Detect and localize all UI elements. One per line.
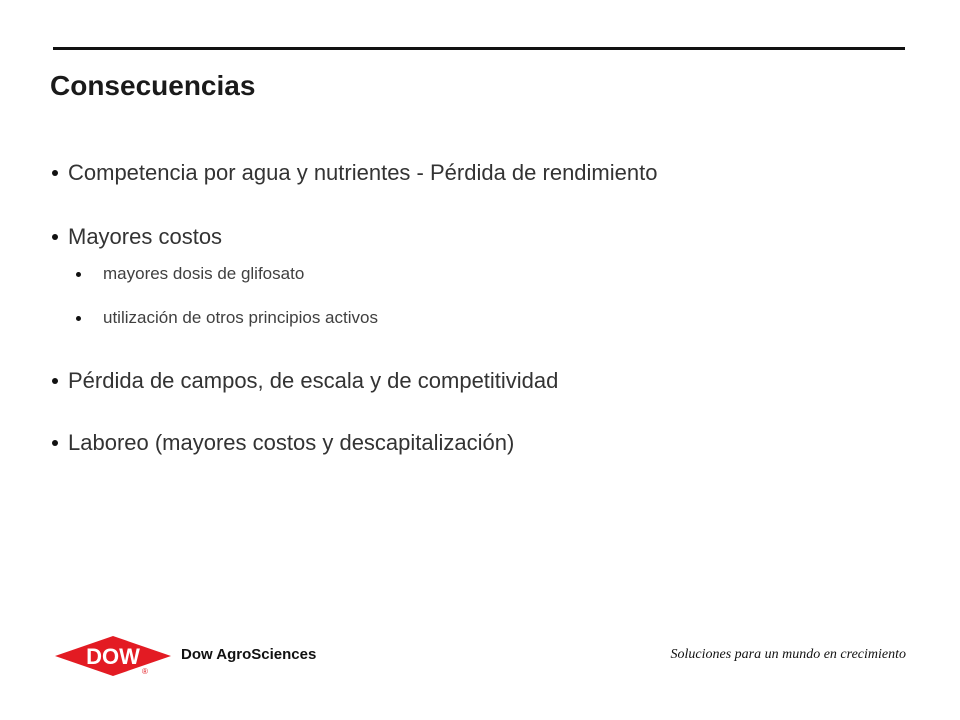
bullet-dot-icon <box>52 378 58 384</box>
slogan: Soluciones para un mundo en crecimiento <box>670 647 906 662</box>
bullet-dot-icon <box>76 316 81 321</box>
bullet-item <box>52 430 514 456</box>
logo-text: DOW <box>86 644 140 669</box>
bullet-dot-icon <box>52 234 58 240</box>
sub-bullet-text: utilización de otros principios activos <box>103 308 378 327</box>
bullet-text: Pérdida de campos, de escala y de competitividad <box>68 368 559 393</box>
bullet-item <box>52 368 558 394</box>
dow-diamond-logo-icon <box>55 636 171 678</box>
bullet-text: Mayores costos <box>68 224 223 249</box>
registered-mark: ® <box>142 667 148 676</box>
bullet-dot-icon <box>52 440 58 446</box>
bullet-text: Laboreo (mayores costos y descapitalización) <box>68 430 515 455</box>
bullet-item <box>52 224 222 250</box>
bullet-dot-icon <box>52 170 58 176</box>
sub-bullet-item <box>76 264 304 284</box>
slide-title: Consecuencias <box>50 70 256 101</box>
bullet-dot-icon <box>76 272 81 277</box>
company-name: Dow AgroSciences <box>181 646 317 663</box>
sub-bullet-text: mayores dosis de glifosato <box>103 264 305 283</box>
title-divider-line <box>53 47 905 50</box>
bullet-text: Competencia por agua y nutrientes - Pérdida de rendimiento <box>68 160 658 185</box>
bullet-item <box>52 160 657 186</box>
sub-bullet-item <box>76 308 378 328</box>
